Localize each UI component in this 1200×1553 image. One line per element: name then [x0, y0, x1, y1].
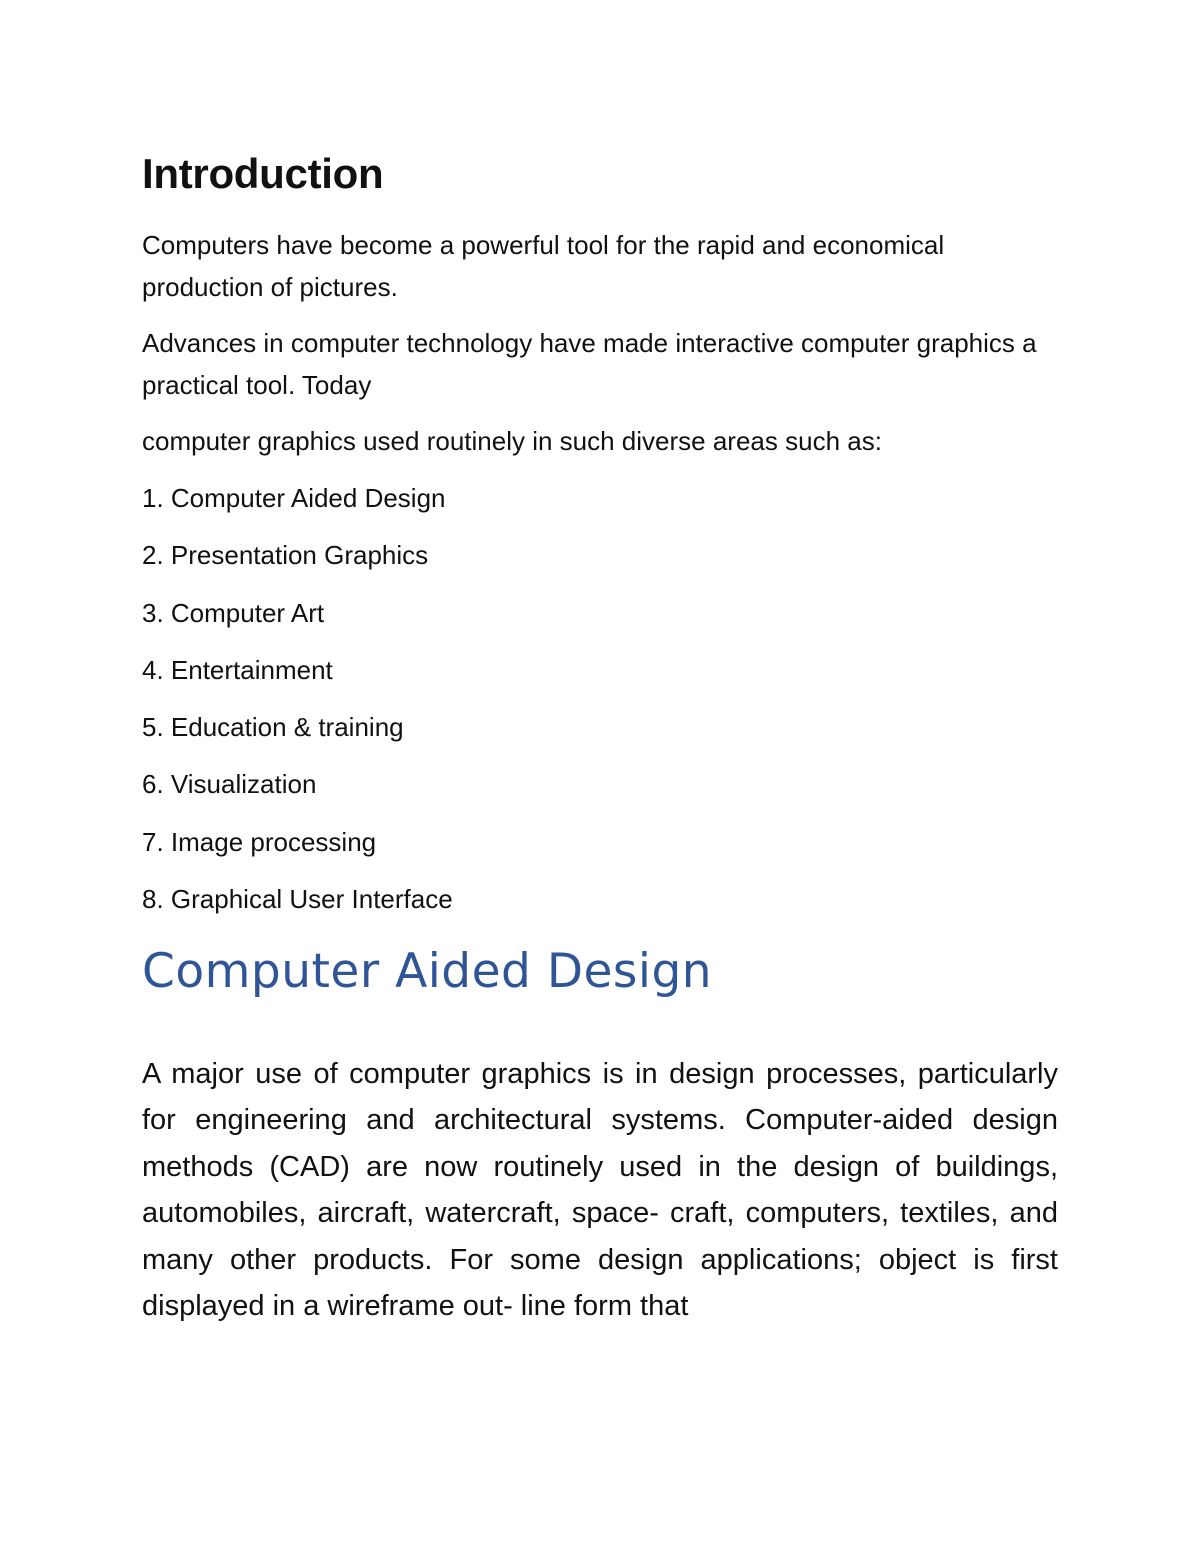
intro-paragraph-3: computer graphics used routinely in such diverse areas such as: [142, 426, 882, 456]
cad-paragraph: A major use of computer graphics is in design processes, particularly for engineering and architectural systems. Computer-aided design methods (CAD) are now routinely used in the design of buildings, automobiles, aircraft, watercraft, space- craft, computers, textiles, and many other products. For some design applications; object is first displayed in a wireframe out- line form that [142, 1058, 1058, 1323]
list-item: 3. Computer Art [142, 597, 325, 628]
list-item: 1. Computer Aided Design [142, 483, 446, 513]
list-item: 7. Image processing [142, 826, 377, 857]
list-item: 5. Education & training [142, 712, 404, 743]
document-page [142, 0, 1058, 1553]
list-item: 2. Presentation Graphics [142, 540, 429, 571]
list-item: 4. Entertainment [142, 654, 333, 685]
cad-heading: Computer Aided Design [142, 944, 713, 999]
list-item: 6. Visualization [142, 769, 317, 800]
application-areas-list [142, 477, 453, 935]
introduction-heading: Introduction [142, 150, 384, 197]
list-item: 8. Graphical User Interface [142, 884, 453, 915]
intro-paragraph-1: Computers have become a powerful tool for the rapid and economical production of pictures. [142, 230, 945, 302]
intro-paragraph-2: Advances in computer technology have made interactive computer graphics a practical tool. Today [142, 328, 1037, 400]
